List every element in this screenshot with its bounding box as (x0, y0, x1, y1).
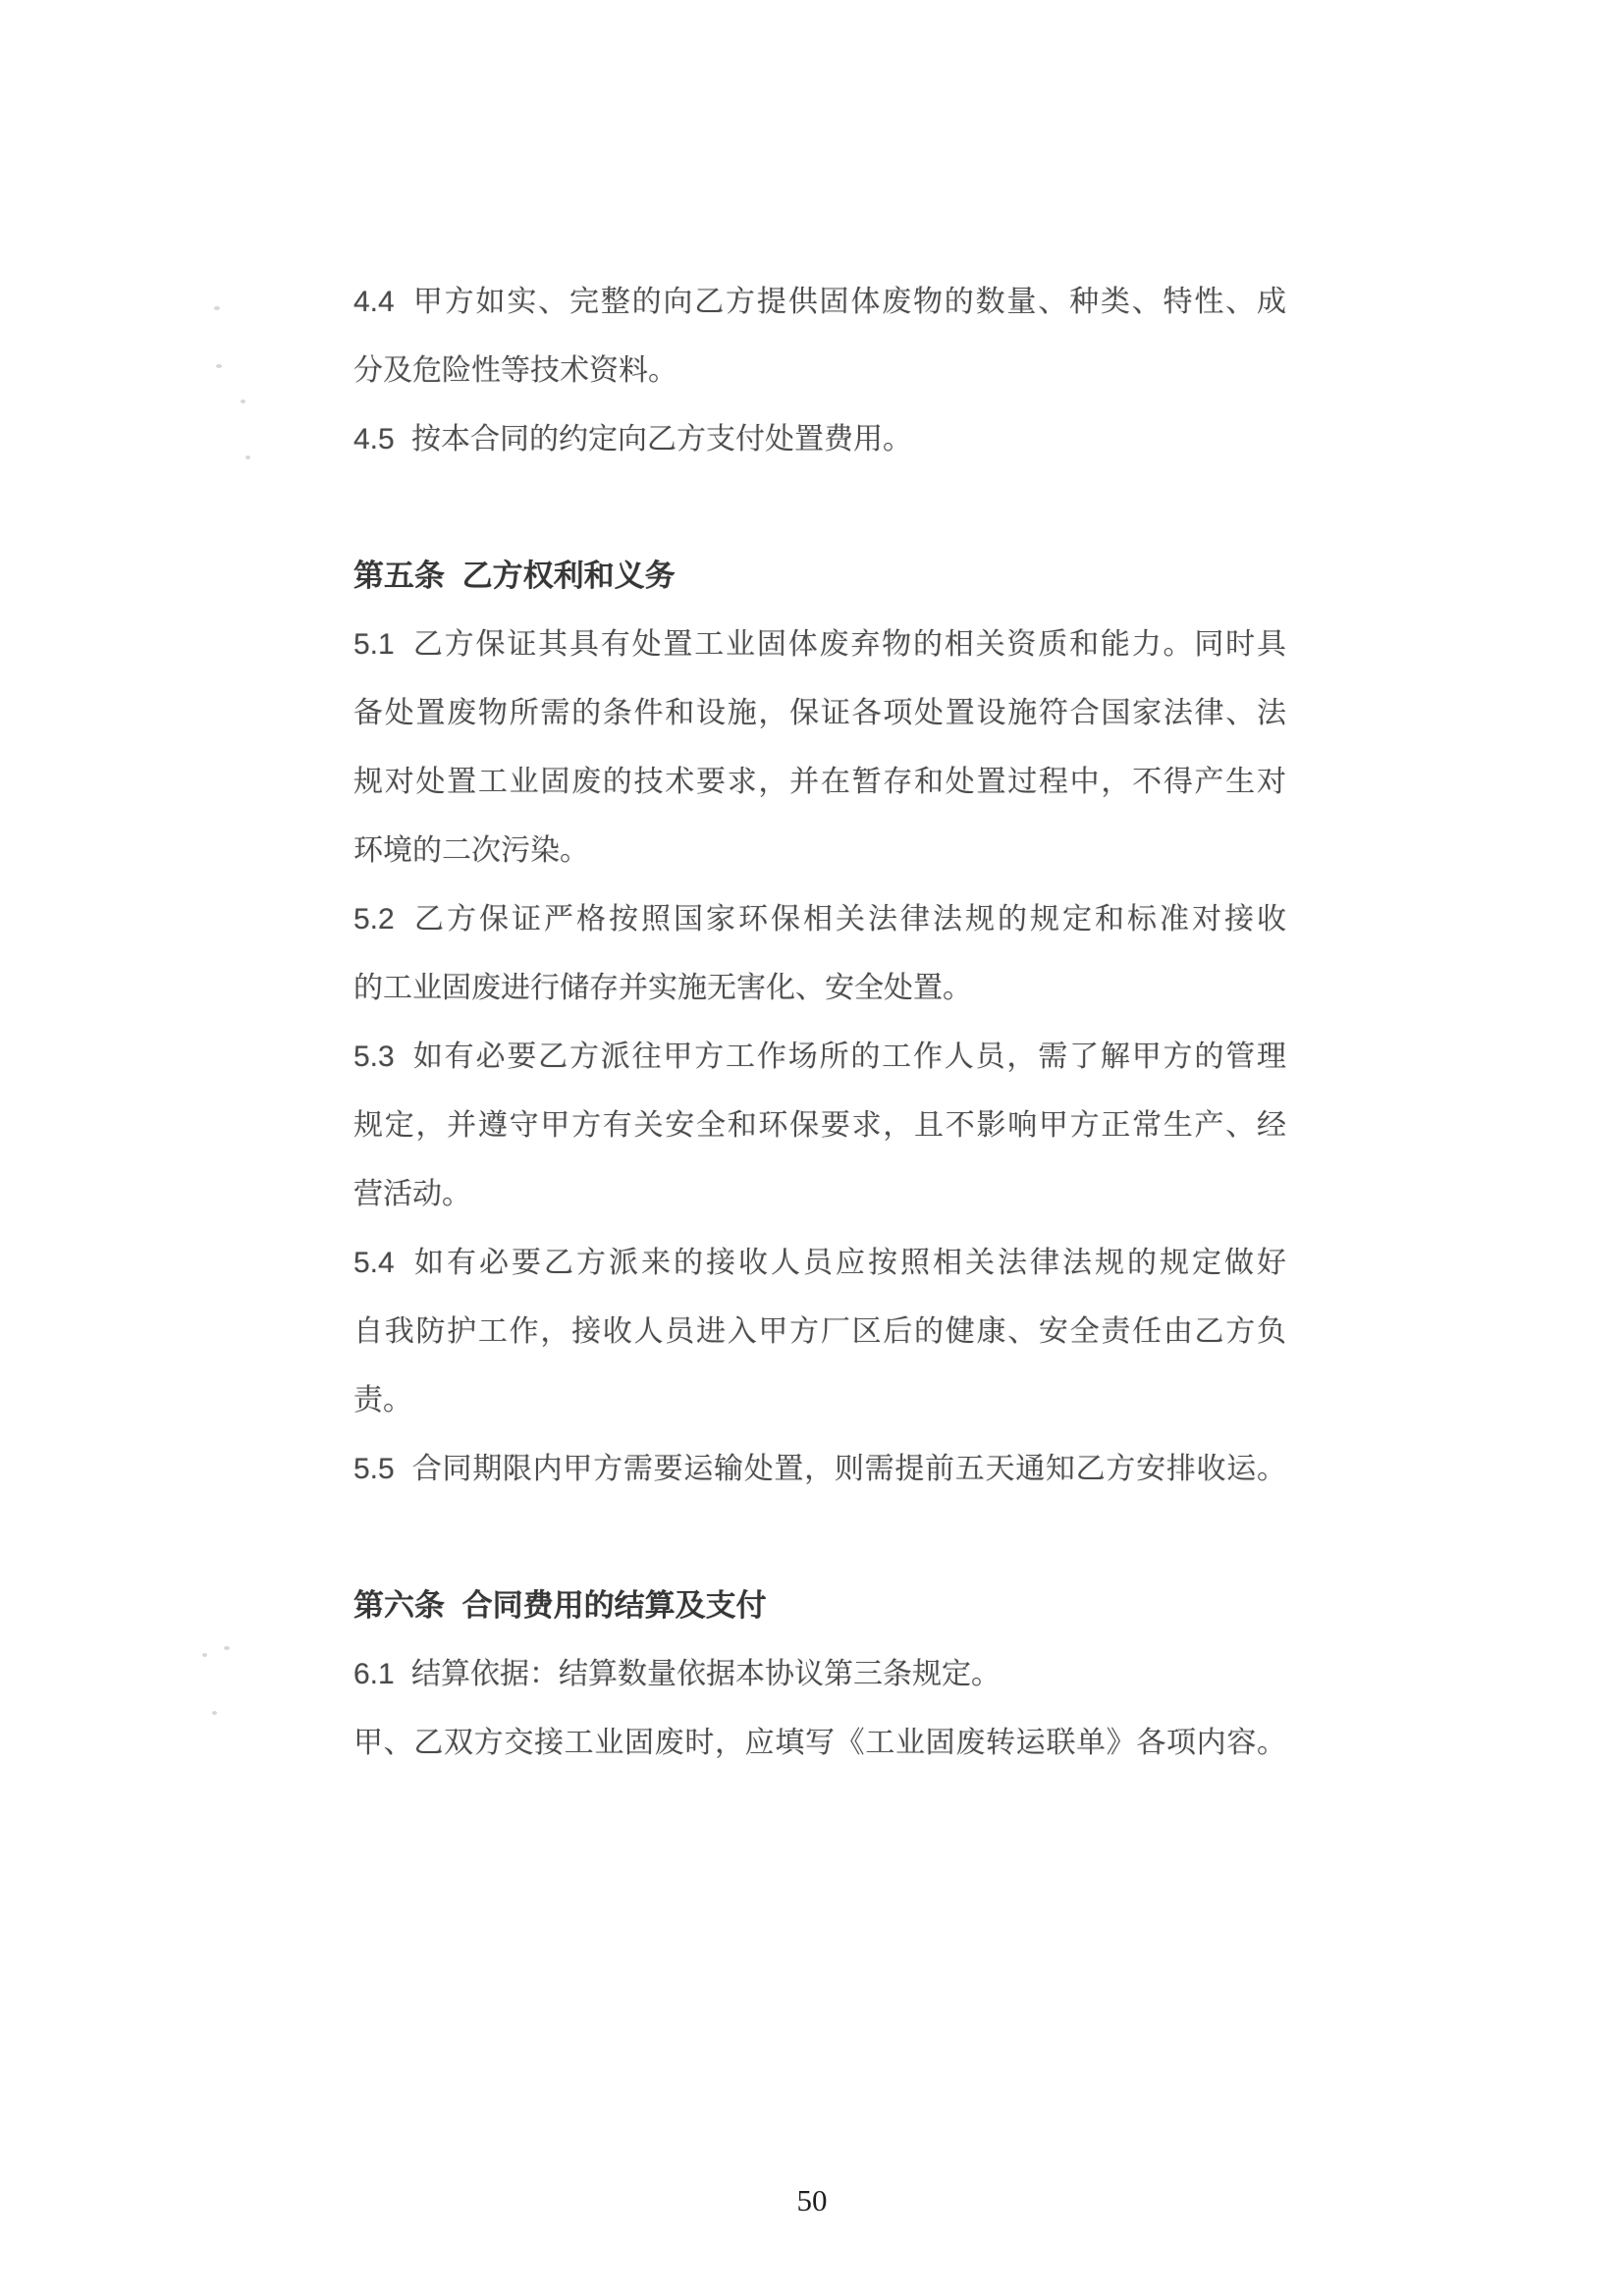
section-heading: 第六条 合同费用的结算及支付 (353, 1588, 767, 1623)
contract-line: 5.4 如有必要乙方派来的接收人员应按照相关法律法规的规定做好 (353, 1247, 1286, 1279)
contract-line: 责。 (353, 1384, 412, 1416)
contract-line: 规定，并遵守甲方有关安全和环保要求，且不影响甲方正常生产、经 (353, 1109, 1286, 1142)
page-number: 50 (796, 2183, 828, 2217)
section-heading: 第五条 乙方权利和义务 (353, 559, 676, 593)
contract-line: 环境的二次污染。 (353, 834, 589, 867)
contract-line: 营活动。 (353, 1178, 471, 1210)
scan-speck (245, 455, 250, 459)
contract-line: 规对处置工业固废的技术要求，并在暂存和处置过程中，不得产生对 (353, 766, 1286, 798)
scan-speck (212, 1711, 217, 1715)
contract-line: 6.1 结算依据：结算数量依据本协议第三条规定。 (353, 1658, 1001, 1690)
contract-line: 4.5 按本合同的约定向乙方支付处置费用。 (353, 423, 913, 455)
contract-line: 分及危险性等技术资料。 (353, 354, 677, 387)
scan-speck (214, 306, 220, 310)
contract-line: 5.1 乙方保证其具有处置工业固体废弃物的相关资质和能力。同时具 (353, 628, 1286, 661)
contract-body (353, 268, 1286, 1778)
contract-line: 5.5 合同期限内甲方需要运输处置，则需提前五天通知乙方安排收运。 (353, 1453, 1286, 1485)
scan-speck (224, 1646, 230, 1650)
contract-line: 甲、乙双方交接工业固废时，应填写《工业固废转运联单》各项内容。 (353, 1727, 1286, 1759)
contract-line: 5.3 如有必要乙方派往甲方工作场所的工作人员，需了解甲方的管理 (353, 1041, 1286, 1073)
scan-speck (241, 400, 245, 403)
contract-line: 的工业固废进行储存并实施无害化、安全处置。 (353, 972, 972, 1004)
contract-line: 自我防护工作，接收人员进入甲方厂区后的健康、安全责任由乙方负 (353, 1315, 1286, 1348)
contract-line: 备处置废物所需的条件和设施，保证各项处置设施符合国家法律、法 (353, 697, 1286, 729)
contract-line: 5.2 乙方保证严格按照国家环保相关法律法规的规定和标准对接收 (353, 903, 1286, 935)
scan-speck (216, 364, 222, 368)
contract-line: 4.4 甲方如实、完整的向乙方提供固体废物的数量、种类、特性、成 (353, 286, 1286, 318)
scan-speck (202, 1653, 207, 1657)
